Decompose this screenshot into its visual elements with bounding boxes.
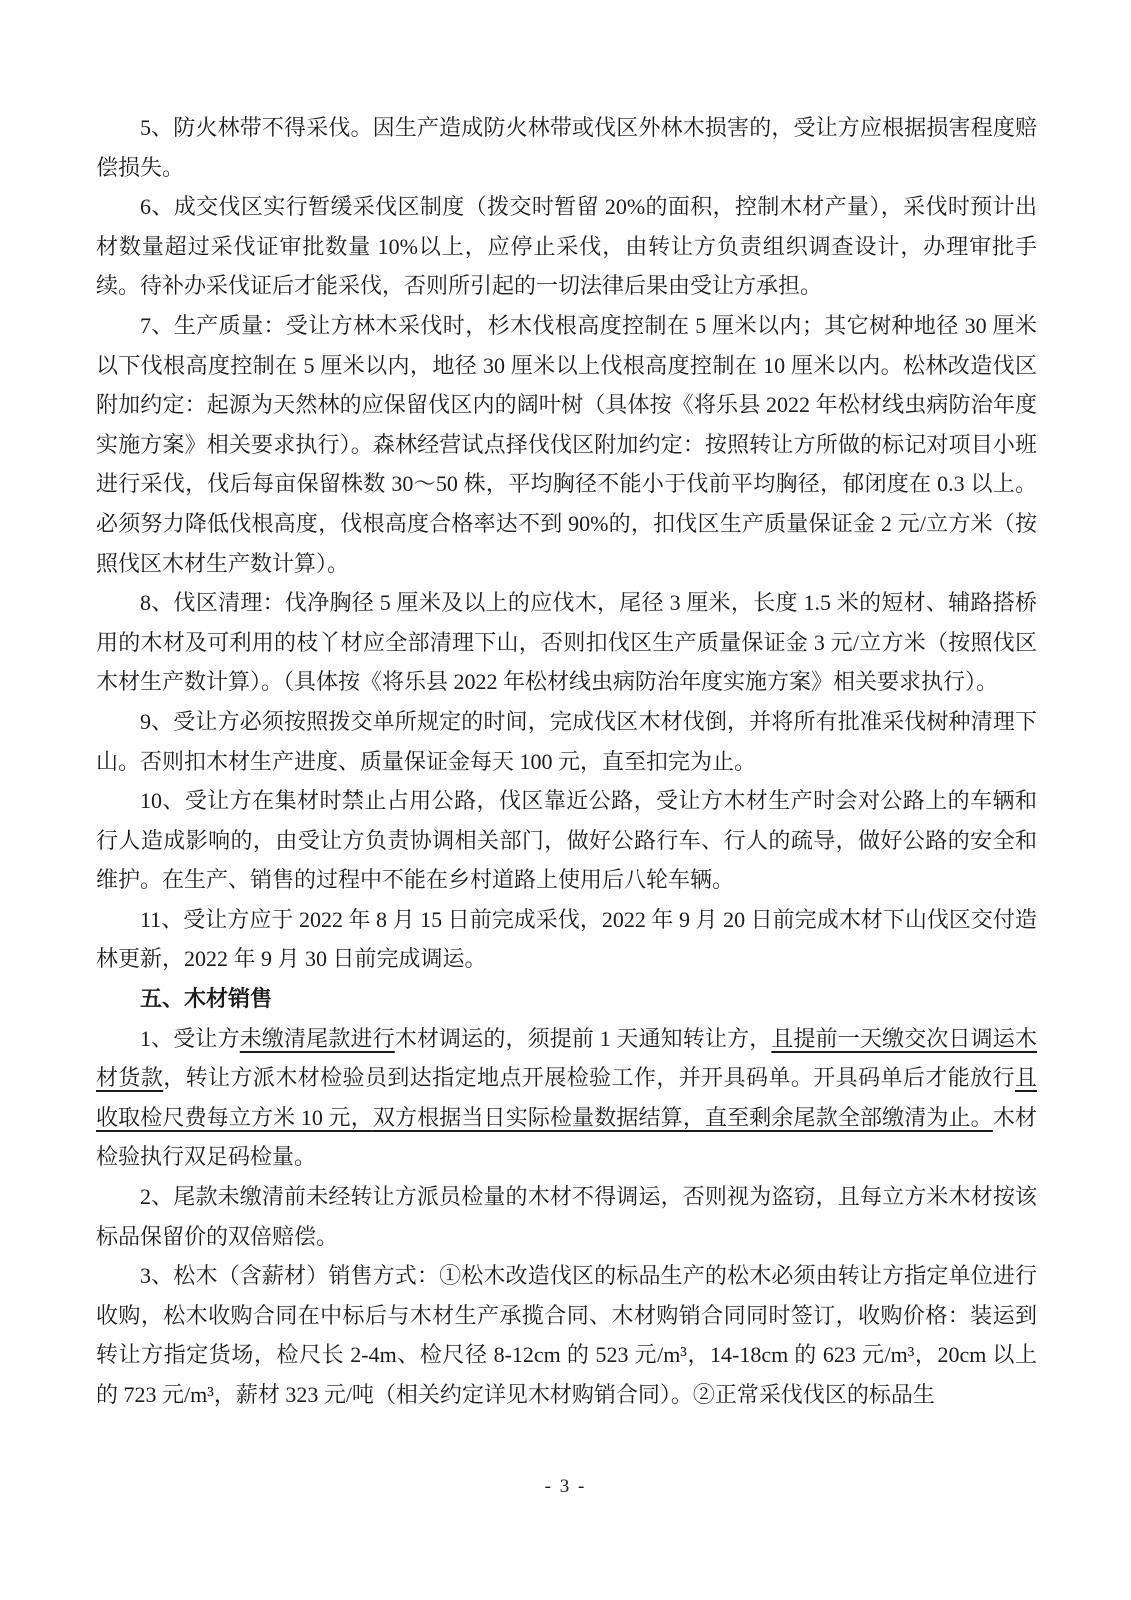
- clause-8: [96, 583, 1037, 702]
- clause-11: [96, 900, 1037, 979]
- section-heading-timber-sales: [96, 979, 1037, 1019]
- text-run: 8、伐区清理：伐净胸径 5 厘米及以上的应伐木，尾径 3 厘米，长度 1.5 米的短材、辅路搭桥用的木材及可利用的枝丫材应全部清理下山，否则扣伐区生产质量保证金 3 元/立方米（按照伐区木材生产数计算）。（具体按《将乐县 2022 年松材线虫病防治年度实施方案》相关要求执行）。: [96, 590, 1037, 695]
- text-run: 1、受让方: [140, 1025, 240, 1051]
- text-run: 2、尾款未缴清前未经转让方派员检量的木材不得调运，否则视为盗窃，且每立方米木材按该标品保留价的双倍赔偿。: [96, 1184, 1037, 1249]
- text-run: 11、受让方应于 2022 年 8 月 15 日前完成采伐，2022 年 9 月 20 日前完成木材下山伐区交付造林更新，2022 年 9 月 30 日前完成调运。: [96, 906, 1037, 972]
- text-run: 木材检验执行双足码检量。: [96, 1104, 1037, 1170]
- clause-7: [96, 306, 1037, 583]
- text-run: 9、受让方必须按照拨交单所规定的时间，完成伐区木材伐倒，并将所有批准采伐树种清理下山。否则扣木材生产进度、质量保证金每天 100 元，直至扣完为止。: [96, 708, 1037, 774]
- text-run: ，转让方派木材检验员到达指定地点开展检验工作，并开具码单。开具码单后才能放行: [163, 1065, 1015, 1091]
- text-run: 5、防火林带不得采伐。因生产造成防火林带或伐区外林木损害的，受让方应根据损害程度赔偿损失。: [96, 115, 1037, 180]
- text-run: 10、受让方在集材时禁止占用公路，伐区靠近公路，受让方木材生产时会对公路上的车辆和行人造成影响的，由受让方负责协调相关部门，做好公路行车、行人的疏导，做好公路的安全和维护。在生产、销售的过程中不能在乡村道路上使用后八轮车辆。: [96, 788, 1037, 893]
- sale-clause-2: [96, 1177, 1037, 1256]
- document-content: [96, 108, 1037, 1415]
- clause-5: [96, 108, 1037, 187]
- underlined-text-run: 未缴清尾款进行: [239, 1025, 395, 1051]
- sale-clause-1: [96, 1019, 1037, 1177]
- text-run: 3、松木（含薪材）销售方式：①松木改造伐区的标品生产的松木必须由转让方指定单位进行收购，松木收购合同在中标后与木材生产承揽合同、木材购销合同同时签订，收购价格：装运到转让方指定货场，检尺长 2-4m、检尺径 8-12cm 的 523 元/m³，14-18cm 的 623 元/m³，20cm 以上的 723 元/m³，薪材 323 元/吨（相关约定详见木材购销合同）。②正常采伐伐区的标品生: [96, 1263, 1037, 1407]
- text-run: 6、成交伐区实行暂缓采伐区制度（拨交时暂留 20%的面积，控制木材产量），采伐时预计出材数量超过采伐证审批数量 10%以上，应停止采伐，由转让方负责组织调查设计，办理审批手续。待补办采伐证后才能采伐，否则所引起的一切法律后果由受让方承担。: [96, 194, 1037, 299]
- underlined-text-run: 双方根据当日实际检量数据结算，直至剩余尾款全部缴清为止。: [372, 1104, 993, 1130]
- clause-10: [96, 781, 1037, 900]
- text-run: 五、木材销售: [140, 986, 273, 1012]
- text-run: 7、生产质量：受让方林木采伐时，杉木伐根高度控制在 5 厘米以内；其它树种地径 30 厘米以下伐根高度控制在 5 厘米以内，地径 30 厘米以上伐根高度控制在 10 厘米以内。松林改造伐区附加约定：起源为天然林的应保留伐区内的阔叶树（具体按《将乐县 2022 年松材线虫病防治年度实施方案》相关要求执行）。森林经营试点择伐伐区附加约定：按照转让方所做的标记对项目小班进行采伐，伐后每亩保留株数 30～50 株，平均胸径不能小于伐前平均胸径，郁闭度在 0.3 以上。必须努力降低伐根高度，伐根高度合格率达不到 90%的，扣伐区生产质量保证金 2 元/立方米（按照伐区木材生产数计算）。: [96, 312, 1037, 576]
- clause-6: [96, 187, 1037, 306]
- text-run: 木材调运的，须提前 1 天通知转让方，: [394, 1025, 772, 1051]
- underlined-text-run: 且提前一天缴交次日调运木材货款: [96, 1025, 1037, 1091]
- sale-clause-3: [96, 1256, 1037, 1414]
- underlined-text-run: 且收取检尺费每立方米 10 元，: [96, 1065, 1037, 1130]
- page-number: - 3 -: [544, 1476, 587, 1497]
- clause-9: [96, 702, 1037, 781]
